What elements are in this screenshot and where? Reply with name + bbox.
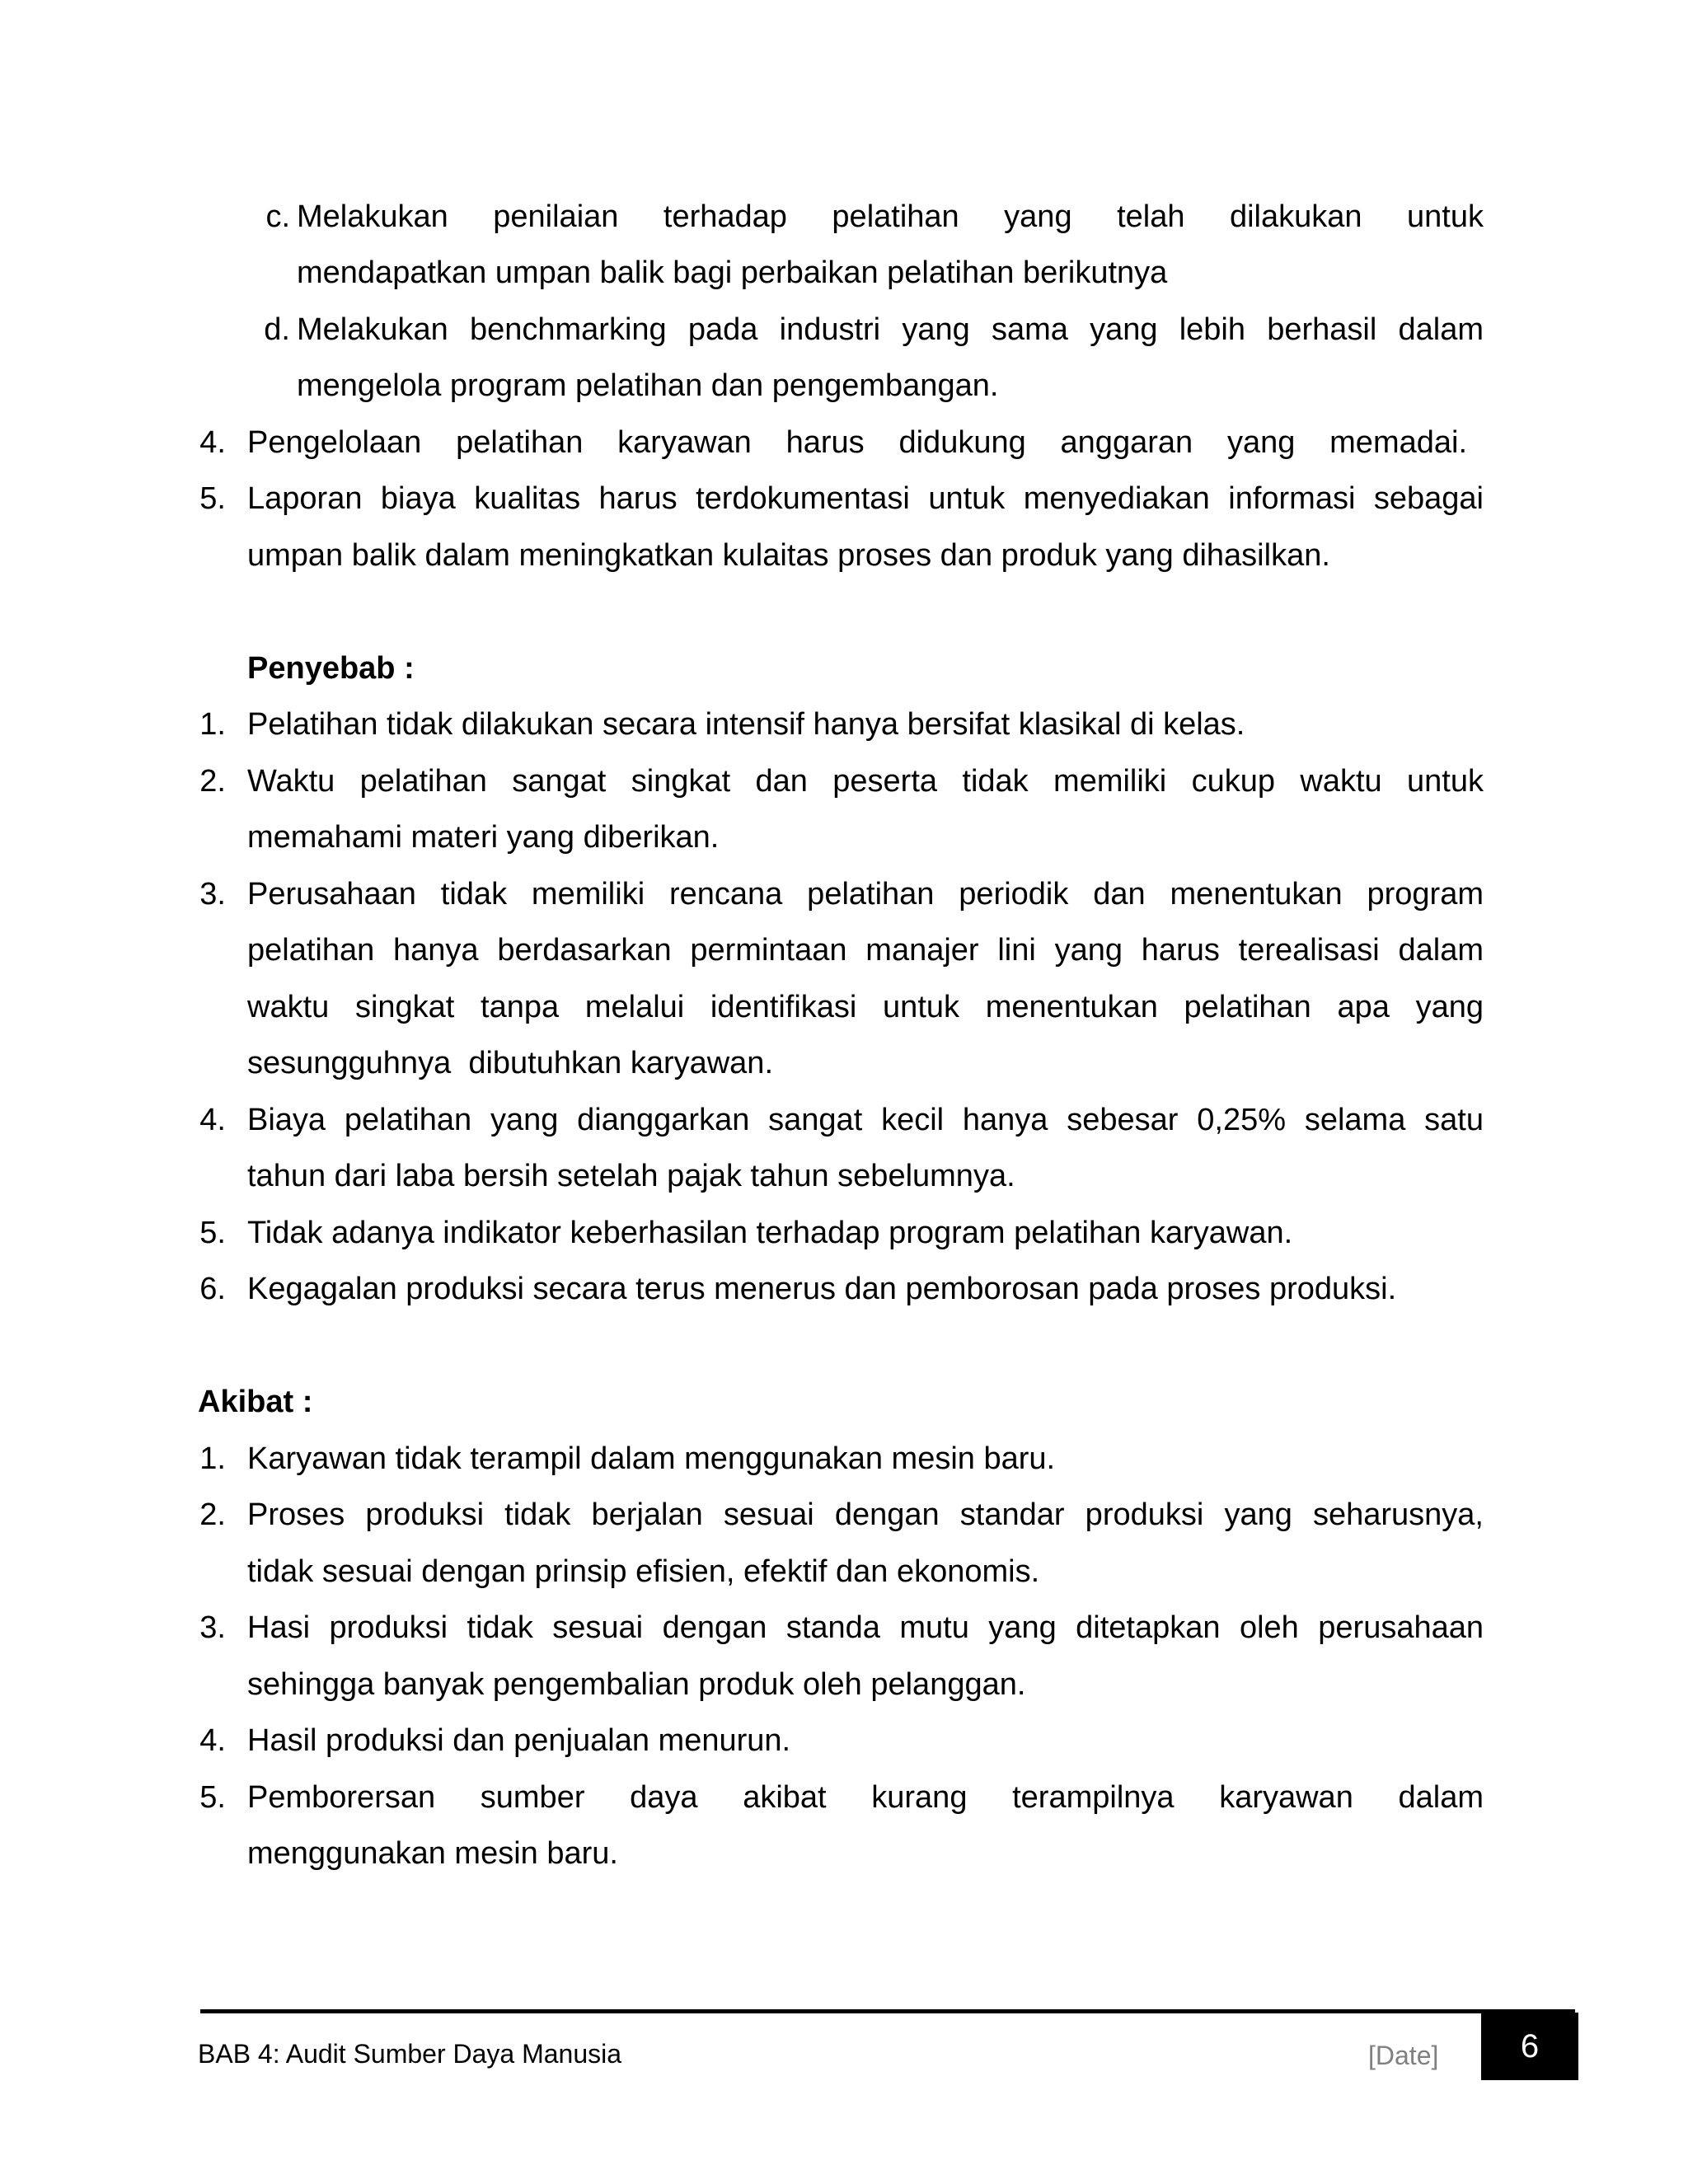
list-marker: c. <box>265 199 290 234</box>
list-item-line: Pengelolaan pelatihan karyawan harus didukung anggaran yang memadai. <box>247 425 1467 460</box>
list-item-line: Biaya pelatihan yang dianggarkan sangat kecil hanya sebesar 0,25% selama satu <box>247 1103 1484 1137</box>
footer-date: [Date] <box>1368 2041 1439 2070</box>
list-item-line: Pemborersan sumber daya akibat kurang terampilnya karyawan dalam <box>247 1780 1484 1815</box>
list-item-line: Waktu pelatihan sangat singkat dan peserta tidak memiliki cukup waktu untuk <box>247 764 1484 799</box>
list-marker: 6. <box>199 1272 226 1306</box>
section-heading-akibat: Akibat : <box>198 1385 313 1419</box>
list-item-line: Karyawan tidak terampil dalam menggunakan mesin baru. <box>247 1441 1056 1476</box>
list-item-line: pelatihan hanya berdasarkan permintaan manajer lini yang harus terealisasi dalam <box>247 933 1484 968</box>
list-item-line: memahami materi yang diberikan. <box>247 820 720 855</box>
list-item-line: mendapatkan umpan balik bagi perbaikan pelatihan berikutnya <box>297 255 1168 290</box>
list-item-line: Hasil produksi dan penjualan menurun. <box>247 1723 791 1758</box>
list-item-line: umpan balik dalam meningkatkan kulaitas proses dan produk yang dihasilkan. <box>247 538 1330 573</box>
list-marker: 5. <box>199 481 226 516</box>
list-item-line: Melakukan penilaian terhadap pelatihan yang telah dilakukan untuk <box>297 199 1484 234</box>
list-marker: 4. <box>199 1723 226 1758</box>
list-item-line: waktu singkat tanpa melalui identifikasi untuk menentukan pelatihan apa yang <box>247 990 1484 1024</box>
list-item-line: Tidak adanya indikator keberhasilan terhadap program pelatihan karyawan. <box>247 1216 1293 1250</box>
section-heading-penyebab: Penyebab : <box>247 651 415 686</box>
list-marker: d. <box>264 312 290 347</box>
list-item-line: tahun dari laba bersih setelah pajak tahun sebelumnya. <box>247 1159 1015 1193</box>
list-item-line: Pelatihan tidak dilakukan secara intensif hanya bersifat klasikal di kelas. <box>247 707 1245 742</box>
list-item-line: Proses produksi tidak berjalan sesuai dengan standar produksi yang seharusnya, <box>247 1497 1484 1532</box>
list-item-line: Laporan biaya kualitas harus terdokumentasi untuk menyediakan informasi sebagai <box>247 481 1484 516</box>
page-number: 6 <box>1481 2013 1578 2080</box>
list-marker: 5. <box>199 1780 226 1815</box>
list-item-line: menggunakan mesin baru. <box>247 1836 618 1871</box>
list-item-line: mengelola program pelatihan dan pengembangan. <box>297 368 999 403</box>
list-marker: 2. <box>199 1497 226 1532</box>
list-item-line: Perusahaan tidak memiliki rencana pelatihan periodik dan menentukan program <box>247 877 1484 912</box>
list-item-line: Kegagalan produksi secara terus menerus dan pemborosan pada proses produksi. <box>247 1272 1397 1306</box>
list-marker: 4. <box>199 1103 226 1137</box>
list-marker: 3. <box>199 1610 226 1645</box>
list-marker: 2. <box>199 764 226 799</box>
list-marker: 1. <box>199 707 226 742</box>
list-item-line: tidak sesuai dengan prinsip efisien, efektif dan ekonomis. <box>247 1554 1040 1589</box>
list-item-line: Melakukan benchmarking pada industri yang sama yang lebih berhasil dalam <box>297 312 1484 347</box>
footer-chapter-title: BAB 4: Audit Sumber Daya Manusia <box>198 2039 622 2069</box>
list-marker: 4. <box>199 425 226 460</box>
list-item-line: sesungguhnya dibutuhkan karyawan. <box>247 1046 774 1080</box>
list-marker: 1. <box>199 1441 226 1476</box>
list-item-line: Hasi produksi tidak sesuai dengan standa mutu yang ditetapkan oleh perusahaan <box>247 1610 1484 1645</box>
list-marker: 5. <box>199 1216 226 1250</box>
list-item-line: sehingga banyak pengembalian produk oleh pelanggan. <box>247 1667 1026 1702</box>
footer-divider <box>200 2009 1575 2013</box>
list-marker: 3. <box>199 877 226 912</box>
